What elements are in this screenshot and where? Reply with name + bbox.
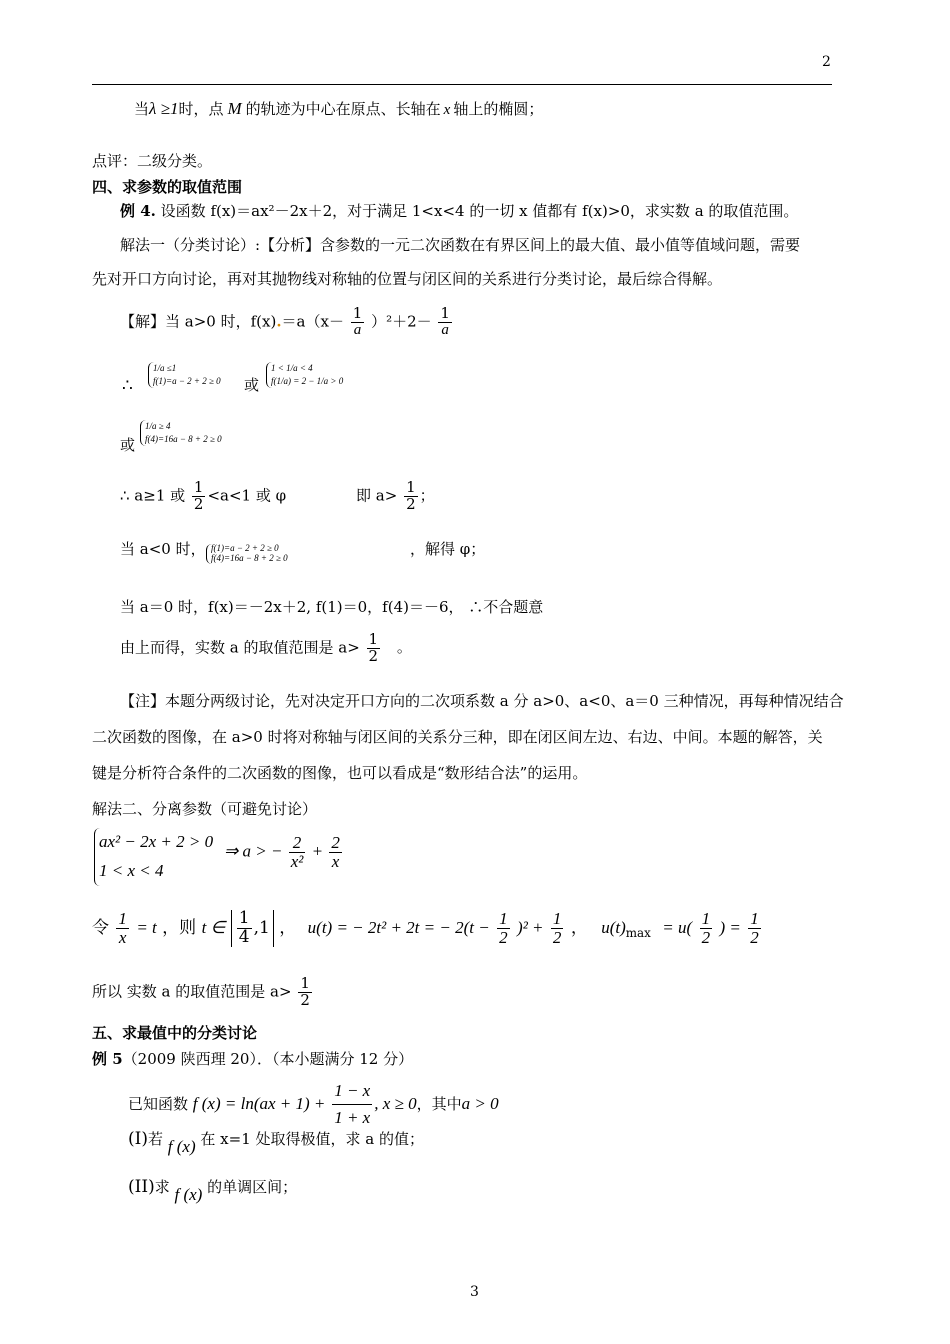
question-1 — [128, 1126, 424, 1156]
note-paragraph-3: 键是分析符合条件的二次函数的图像，也可以看成是“数形结合法”的运用。 — [92, 764, 588, 782]
question-label: (I) — [128, 1129, 148, 1149]
axis-x: x — [443, 102, 451, 118]
text: ∴ a≥1 或 — [120, 486, 186, 505]
negative-case-label: 当 a<0 时， — [120, 540, 206, 558]
text: = u( — [662, 917, 693, 937]
fraction-one-half: $\frac{1}{2}$ — [368, 630, 379, 665]
example-source: （2009 陕西理 20）．（本小题满分 12 分） — [122, 1050, 414, 1068]
text: ，其中 — [416, 1094, 462, 1113]
parameter-condition: a > 0 — [461, 1093, 499, 1113]
conclusion-positive — [120, 480, 286, 513]
example-text: 设函数 f(x)＝ax²－2x＋2，对于满足 1<x<4 的一切 x 值都有 f(x)>0，求实数 a 的取值范围。 — [160, 202, 799, 220]
method1-paragraph-2: 先对开口方向讨论，再对其抛物线对称轴的位置与闭区间的关系进行分类讨论，最后综合得解。 — [92, 270, 723, 288]
summary-line — [120, 632, 412, 665]
negative-system: f(1)=a − 2 + 2 ≥ 0 f(4)=16a − 8 + 2 ≥ 0 — [206, 544, 288, 564]
zero-case: 当 a＝0 时，f(x)＝－2x＋2, f(1)＝0，f(4)＝－6， ∴不合题意 — [120, 598, 544, 616]
fraction-1-over-a: $\frac{1}{a}$ — [352, 304, 363, 338]
fraction-1-over-4: $\frac{1}{4}$ — [238, 908, 250, 947]
given-function — [128, 1078, 499, 1132]
substitution-line — [92, 910, 763, 947]
note-paragraph-2: 二次函数的图像，在 a>0 时将对称轴与闭区间的关系分三种，即在闭区间左边、右边、中间。本题的解答，关 — [92, 728, 823, 746]
system-1: 1/a ≤1 f(1)=a − 2 + 2 ≥ 0 — [148, 362, 221, 388]
header-rule — [92, 84, 832, 85]
text: ＝a（x－ — [281, 312, 344, 331]
fraction-2-over-x2: $\frac{2}{\text{x²}}$ — [290, 833, 304, 871]
section-4-heading: 四、求参数的取值范围 — [92, 178, 243, 196]
text: 当 — [134, 100, 150, 118]
text: 。 — [396, 638, 412, 657]
conclusion-result — [356, 480, 435, 513]
text: 【解】当 a>0 时，f(x) — [120, 312, 277, 331]
fraction-1-over-x: $\frac{1}{x}$ — [118, 909, 127, 947]
point-m: M — [227, 99, 242, 118]
or-word: 或 — [120, 436, 136, 454]
text: 的轨迹为中心在原点、长轴在 — [245, 100, 441, 118]
fraction-one-half: $\frac{1}{2}$ — [552, 909, 562, 947]
text: = t — [136, 917, 157, 937]
page-number-bottom: 3 — [470, 1284, 479, 1300]
page-number-top: 2 — [822, 54, 831, 70]
question-2 — [128, 1174, 298, 1204]
text: 若 — [147, 1130, 163, 1148]
fraction-one-half: $\frac{1}{2}$ — [499, 909, 508, 947]
system-2: 1 < 1/a < 4 f(1/a) = 2 − 1/a > 0 — [266, 362, 343, 388]
highlight-dot: . — [276, 312, 282, 331]
text: ； — [419, 486, 435, 505]
solution-positive-a — [120, 306, 454, 339]
method2-heading: 解法二、分离参数（可避免讨论） — [92, 800, 318, 818]
text: ) = — [719, 917, 741, 937]
question-label: (II) — [128, 1177, 155, 1197]
text: 由上而得，实数 a 的取值范围是 a> — [120, 638, 360, 657]
fraction-1-over-a: $\frac{1}{a}$ — [440, 304, 450, 338]
fraction-one-half: $\frac{1}{2}$ — [701, 909, 711, 947]
fraction-one-half: $\frac{1}{2}$ — [750, 909, 759, 947]
text: t ∈ — [201, 917, 226, 937]
example-5 — [92, 1048, 413, 1069]
text: 已知函数 — [128, 1094, 189, 1113]
lambda-condition: λ ≥1 — [149, 99, 179, 118]
note-paragraph-1: 【注】本题分两级讨论，先对决定开口方向的二次项系数 a 分 a>0、a<0、a＝0 三种情况，再每种情况结合 — [120, 692, 844, 710]
fraction-1mx-over-1px: $\frac{1 - x}{1 + x}$ — [332, 1078, 372, 1132]
text: )² + — [517, 917, 544, 937]
example-4 — [120, 200, 798, 221]
text: ， — [570, 917, 588, 938]
or-word: 或 — [244, 376, 260, 394]
method2-system: ax² − 2x + 2 > 0 1 < x < 4 — [94, 828, 213, 886]
text: 即 a> — [356, 486, 398, 505]
domain-condition: , x ≥ 0 — [374, 1093, 417, 1113]
text: ， — [279, 917, 297, 938]
ellipse-conclusion-line — [134, 96, 543, 122]
fraction-one-half: $\frac{1}{2}$ — [406, 478, 416, 513]
subscript-max: max — [625, 926, 651, 941]
text: ，则 — [162, 917, 197, 938]
interval: $\frac{1}{4}$ ,1 — [231, 910, 274, 947]
function-definition: f (x) = ln(ax + 1) + — [192, 1093, 326, 1113]
text: 轴上的椭圆； — [453, 100, 544, 118]
text: 的单调区间； — [207, 1178, 298, 1196]
system-3: 1/a ≥ 4 f(4)=16a − 8 + 2 ≥ 0 — [140, 420, 222, 446]
text: <a<1 或 φ — [207, 486, 287, 505]
method2-implication: ⇒ a > − $\frac{2}{\text{x²}}$ + $\frac{2}{x}$ — [224, 833, 340, 871]
text: ）²＋2－ — [371, 312, 432, 331]
example-label: 例 5 — [92, 1050, 123, 1068]
text: u(t) — [601, 917, 626, 937]
fraction-2-over-x: $\frac{2}{x}$ — [331, 833, 340, 871]
text: 求 — [154, 1178, 170, 1196]
text: 所以 实数 a 的取值范围是 a> — [92, 982, 292, 1001]
function-ref: f (x) — [174, 1185, 203, 1204]
range-result — [92, 976, 314, 1009]
therefore-sign: ∴ — [122, 376, 133, 396]
negative-case-result: ，解得 φ； — [410, 540, 486, 558]
example-label: 例 4. — [120, 202, 156, 220]
text: 时，点 — [178, 100, 224, 118]
text: 令 — [92, 917, 109, 938]
fraction-one-half: $\frac{1}{2}$ — [193, 478, 204, 513]
method1-paragraph-1: 解法一（分类讨论）:【分析】含参数的一元二次函数在有界区间上的最大值、最小值等值域问题，需要 — [120, 236, 801, 254]
text: u(t) = − 2t² + 2t = − 2(t − — [307, 917, 490, 937]
section-5-heading: 五、求最值中的分类讨论 — [92, 1024, 258, 1042]
text: 在 x=1 处取得极值，求 a 的值； — [200, 1130, 424, 1148]
fraction-one-half: $\frac{1}{2}$ — [300, 974, 310, 1009]
function-ref: f (x) — [167, 1137, 196, 1156]
comment: 点评：二级分类。 — [92, 152, 213, 170]
